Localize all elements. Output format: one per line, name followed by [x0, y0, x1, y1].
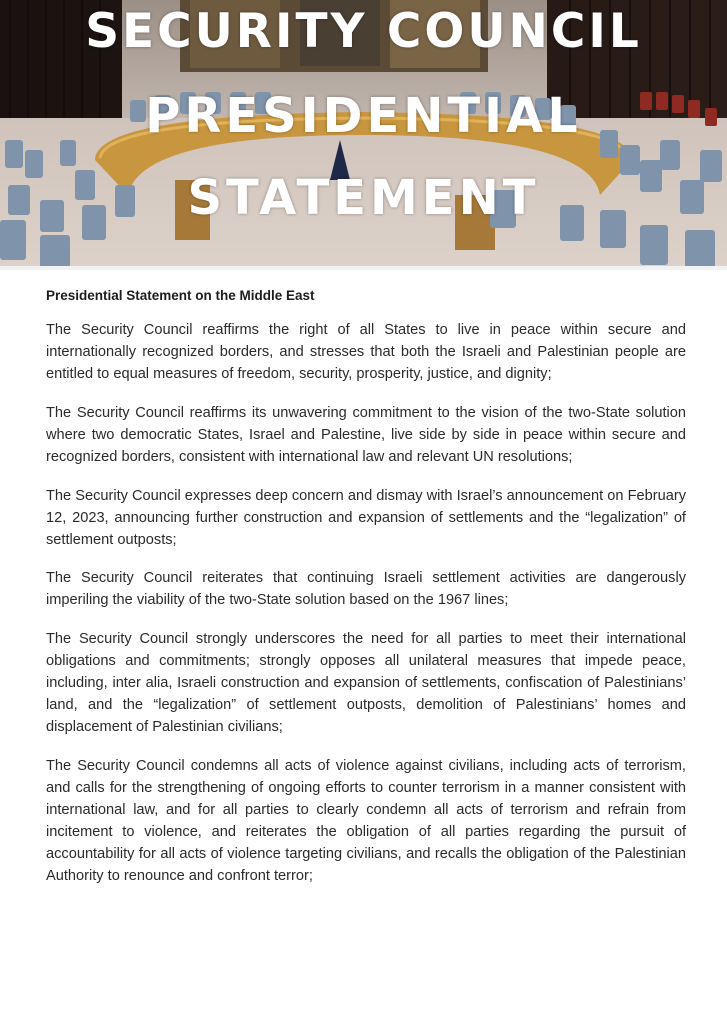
- paragraph: The Security Council reiterates that continuing Israeli settlement activities are dangerously imperiling the viability of the two-State solution based on the 1967 lines;: [46, 570, 686, 609]
- hero-title-line: STATEMENT: [187, 170, 540, 226]
- hero-title-line: PRESIDENTIAL: [145, 88, 582, 144]
- paragraph: The Security Council expresses deep concern and dismay with Israel’s announcement on February 12, 2023, announcing further construction and expansion of settlements and the “legalization” of settlement outposts;: [46, 487, 686, 548]
- hero-banner: [0, 0, 727, 270]
- hero-title: [0, 0, 727, 270]
- paragraph: The Security Council reaffirms the right of all States to live in peace within secure and internationally recognized borders, and stresses that both the Israeli and Palestinian people are entitled to equal measures of freedom, security, prosperity, justice, and dignity;: [46, 322, 686, 383]
- statement-document: [46, 287, 686, 904]
- paragraph: The Security Council condemns all acts of violence against civilians, including acts of terrorism, and calls for the strengthening of ongoing efforts to counter terrorism in a manner consistent with international law, and for all parties to clearly condemn all acts of terrorism and refrain from incitement to violence, and reiterates the obligation of all parties regarding the pursuit of accountability for all acts of violence targeting civilians, and recalls the obligation of the Palestinian Authority to renounce and confront terror;: [46, 758, 686, 885]
- hero-title-line: SECURITY COUNCIL: [85, 4, 642, 59]
- document-heading: Presidential Statement on the Middle East: [46, 288, 315, 303]
- paragraph: The Security Council strongly underscores the need for all parties to meet their international obligations and commitments; strongly opposes all unilateral measures that impede peace, including, inter alia, Israeli construction and expansion of settlements, confiscation of Palestinians’ land, and the “legalization” of settlement outposts, demolition of Palestinians’ homes and displacement of Palestinian civilians;: [46, 631, 686, 736]
- paragraph: The Security Council reaffirms its unwavering commitment to the vision of the two-State solution where two democratic States, Israel and Palestine, live side by side in peace within secure and recognized borders, consistent with international law and relevant UN resolutions;: [46, 404, 686, 465]
